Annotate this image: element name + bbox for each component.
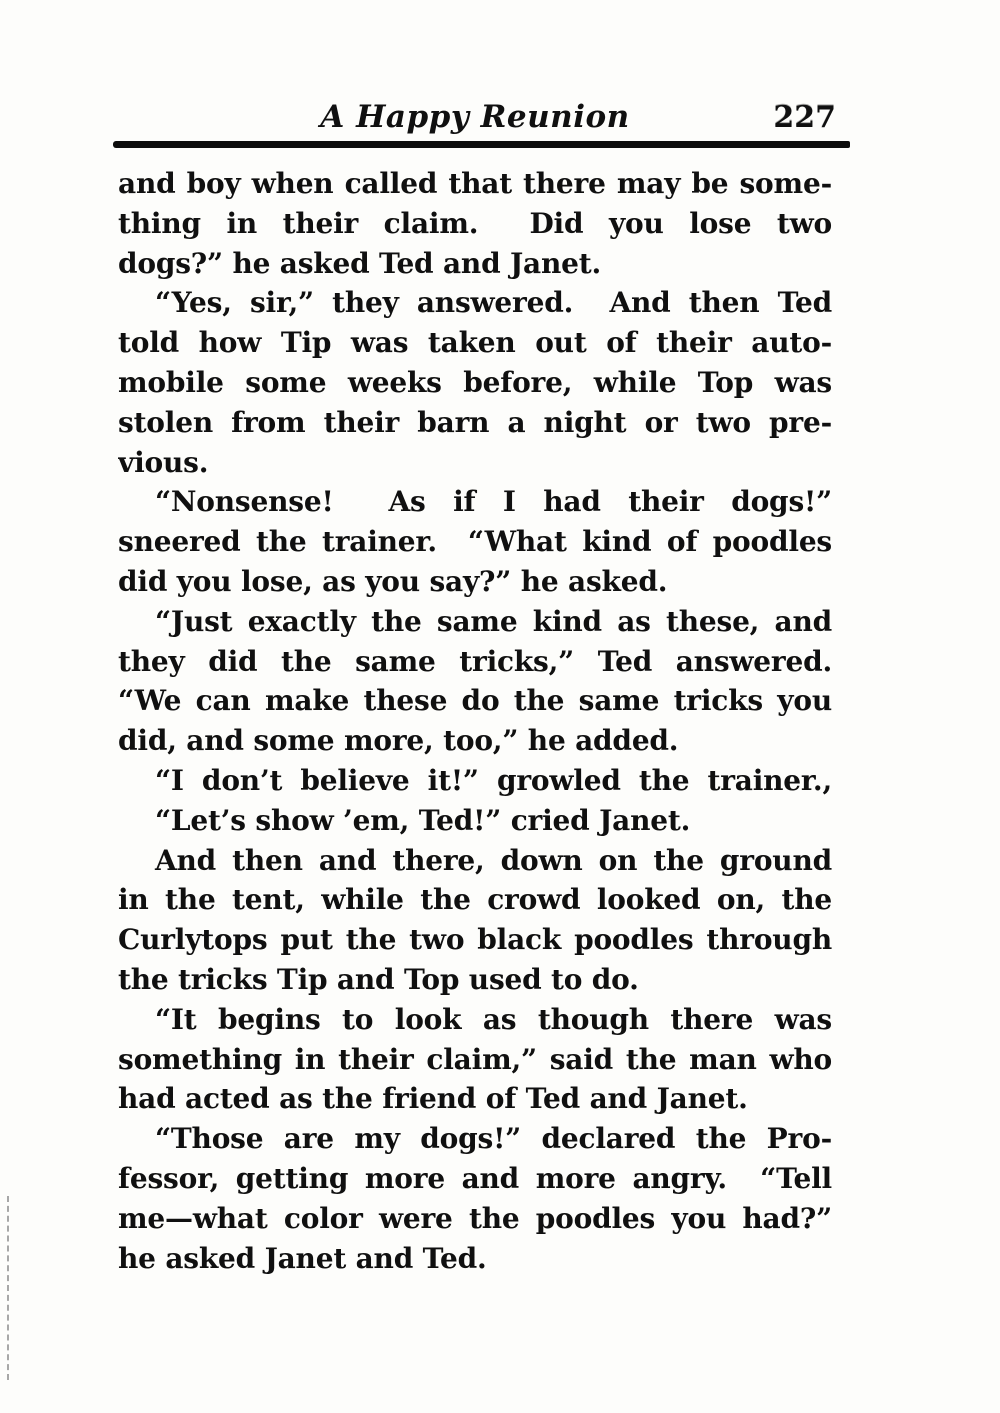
text-line: thing in their claim. Did you lose two — [118, 206, 832, 240]
text-line: “Let’s show ’em, Ted!” cried Janet. — [155, 803, 691, 837]
text-line: stolen from their barn a night or two pre- — [118, 405, 832, 439]
text-line: sneered the trainer. “What kind of poodles — [118, 525, 832, 559]
text-line: in the tent, while the crowd looked on, the — [118, 883, 832, 917]
page-header — [118, 97, 836, 139]
text-line: “We can make these do the same tricks you — [118, 684, 832, 718]
text-line: they did the same tricks,” Ted answered. — [118, 644, 832, 678]
text-line: did you lose, as you say?” he asked. — [118, 564, 668, 598]
running-title: A Happy Reunion — [320, 99, 630, 135]
text-line: and boy when called that there may be some- — [118, 167, 832, 200]
text-line: “Those are my dogs!” declared the Pro- — [155, 1122, 832, 1156]
header-rule — [113, 141, 850, 148]
text-line: did, and some more, too,” he added. — [118, 724, 679, 758]
text-line: me—what color were the poodles you had?” — [118, 1201, 832, 1235]
text-line: “I don’t believe it!” growled the trainer., — [155, 763, 832, 797]
scan-artifact-left-edge — [7, 1196, 9, 1380]
text-line: “Nonsense! As if I had their dogs!” — [155, 485, 832, 519]
text-line: he asked Janet and Ted. — [118, 1241, 487, 1275]
text-line: mobile some weeks before, while Top was — [118, 365, 832, 399]
text-line: vious. — [118, 445, 209, 479]
text-line: told how Tip was taken out of their auto- — [118, 326, 832, 360]
text-line: something in their claim,” said the man who — [118, 1042, 832, 1076]
text-line: And then and there, down on the ground — [155, 843, 832, 877]
text-line: “Yes, sir,” they answered. And then Ted — [155, 286, 832, 320]
text-line: had acted as the friend of Ted and Janet. — [118, 1082, 748, 1116]
text-line: dogs?” he asked Ted and Janet. — [118, 246, 602, 280]
text-line: Curlytops put the two black poodles through — [118, 923, 832, 957]
text-line: “It begins to look as though there was — [155, 1002, 832, 1036]
text-line: fessor, getting more and more angry. “Tell — [118, 1161, 832, 1195]
text-line: “Just exactly the same kind as these, and — [155, 604, 832, 638]
text-line: the tricks Tip and Top used to do. — [118, 962, 639, 996]
page-number: 227 — [773, 100, 836, 135]
body-text — [118, 164, 832, 1278]
